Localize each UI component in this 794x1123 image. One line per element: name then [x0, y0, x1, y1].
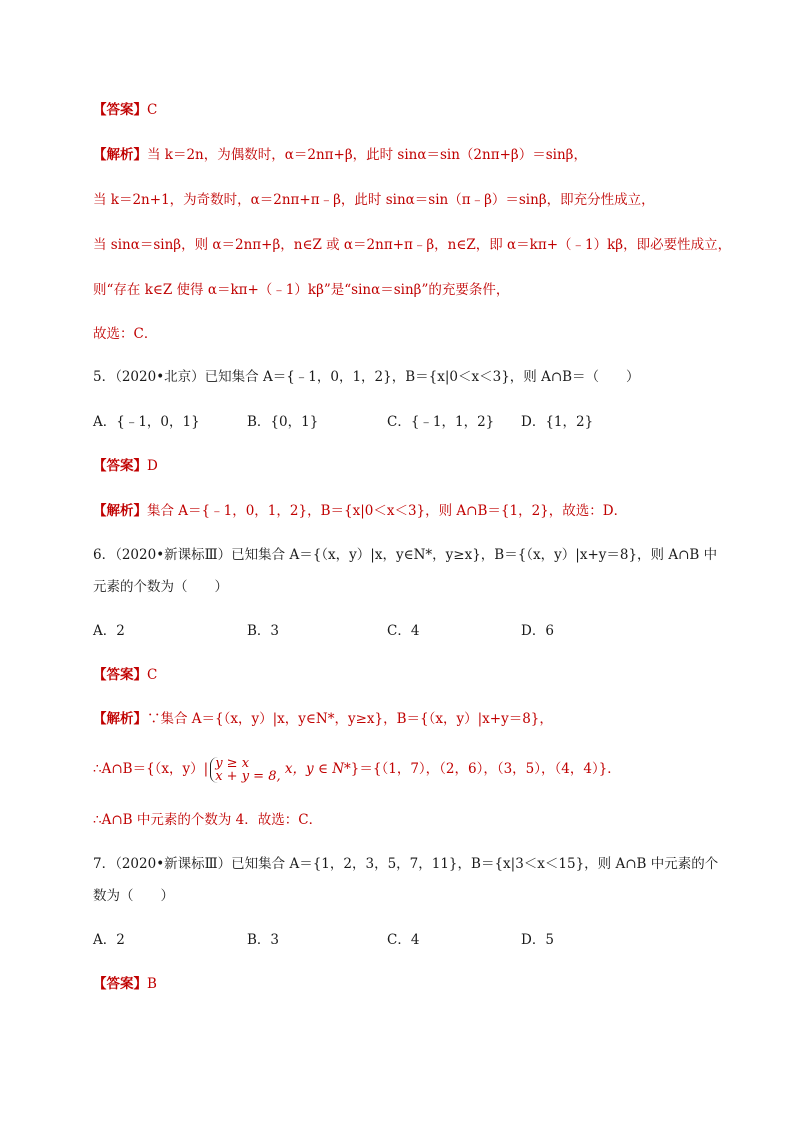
- analysis-text: 当 k＝2n，为偶数时，α＝2nπ+β，此时 sinα＝sin（2nπ+β）＝sinβ，: [147, 147, 587, 163]
- condition-2: x + y = 8,: [215, 768, 281, 784]
- q7-stem-line-1: 7．（2020•新课标Ⅲ）已知集合 A＝{1，2，3，5，7，11}，B＝{x|3＜x＜15}，则 A∩B 中元素的个: [93, 856, 719, 872]
- q7-option-b: B．3: [247, 932, 280, 948]
- q5-stem: 5．（2020•北京）已知集合 A＝{﹣1，0，1，2}，B＝{x|0＜x＜3}，则 A∩B＝（ ）: [93, 369, 640, 385]
- q5-option-c: C．{﹣1，1，2}: [387, 414, 495, 430]
- analysis-text: ∵集合 A＝{（x，y）|x，y∈N*，y≥x}，B＝{（x，y）|x+y＝8}，: [147, 711, 553, 727]
- answer-value: D: [147, 458, 158, 474]
- q4-conclusion: 故选：C．: [93, 326, 158, 342]
- answer-value: C: [147, 667, 158, 683]
- q7-option-c: C．4: [387, 932, 420, 948]
- condition-1: y ≥ x: [215, 755, 250, 771]
- set-expression-suffix: }＝{（1，7），（2，6），（3，5），（4，4）}．: [350, 761, 621, 777]
- q4-analysis-line-2: 当 k＝2n+1，为奇数时，α＝2nπ+π﹣β，此时 sinα＝sin（π﹣β）＝sinβ，即充分性成立，: [93, 192, 655, 208]
- q4-analysis-line-1: [93, 144, 734, 166]
- q6-stem-line-2: 元素的个数为（ ）: [93, 579, 228, 595]
- analysis-tag: 【解析】: [93, 711, 147, 727]
- q6-analysis-line-1: [93, 708, 734, 730]
- answer-tag: 【答案】: [93, 976, 147, 992]
- q6-analysis-line-3: ∴A∩B 中元素的个数为 4．故选：C．: [93, 812, 323, 828]
- q6-option-b: B．3: [247, 623, 280, 639]
- answer-value: B: [147, 976, 157, 992]
- q5-option-a: A．{﹣1，0，1}: [93, 414, 200, 430]
- q6-stem-line-1: 6．（2020•新课标Ⅲ）已知集合 A＝{（x，y）|x，y∈N*，y≥x}，B＝{（x，y）|x+y＝8}，则 A∩B 中: [93, 547, 718, 563]
- answer-value: C: [147, 102, 158, 118]
- q5-option-d: D．{1，2}: [521, 414, 594, 430]
- q6-answer-line: [93, 664, 734, 686]
- set-expression-domain: x，y ∈ N*: [284, 761, 351, 777]
- set-expression-prefix: ∴A∩B＝{（x，y）|: [93, 761, 209, 777]
- q6-option-a: A．2: [93, 623, 125, 639]
- answer-tag: 【答案】: [93, 458, 147, 474]
- q7-stem-line-2: 数为（ ）: [93, 888, 174, 904]
- q6-analysis-line-2: [93, 752, 734, 786]
- analysis-tag: 【解析】: [93, 147, 147, 163]
- answer-tag: 【答案】: [93, 667, 147, 683]
- q5-answer-line: [93, 455, 734, 477]
- answer-tag: 【答案】: [93, 102, 147, 118]
- q6-option-d: D．6: [521, 623, 554, 639]
- q7-option-d: D．5: [521, 932, 554, 948]
- analysis-tag: 【解析】: [93, 503, 147, 519]
- q5-option-b: B．{0，1}: [247, 414, 319, 430]
- q4-analysis-line-4: 则“存在 k∈Z 使得 α＝kπ+（﹣1）kβ”是“sinα＝sinβ”的充要条件，: [93, 282, 510, 298]
- system-of-conditions: [210, 757, 280, 783]
- q7-answer-line: [93, 973, 734, 995]
- q6-option-c: C．4: [387, 623, 420, 639]
- q5-analysis-line: [93, 500, 734, 522]
- q4-answer-line: [93, 99, 734, 121]
- q4-analysis-line-3: 当 sinα＝sinβ，则 α＝2nπ+β，n∈Z 或 α＝2nπ+π﹣β，n∈Z，即 α＝kπ+（﹣1）kβ，即必要性成立，: [93, 237, 732, 253]
- q7-option-a: A．2: [93, 932, 125, 948]
- analysis-text: 集合 A＝{﹣1，0，1，2}，B＝{x|0＜x＜3}，则 A∩B＝{1，2}，故选：D．: [147, 503, 628, 519]
